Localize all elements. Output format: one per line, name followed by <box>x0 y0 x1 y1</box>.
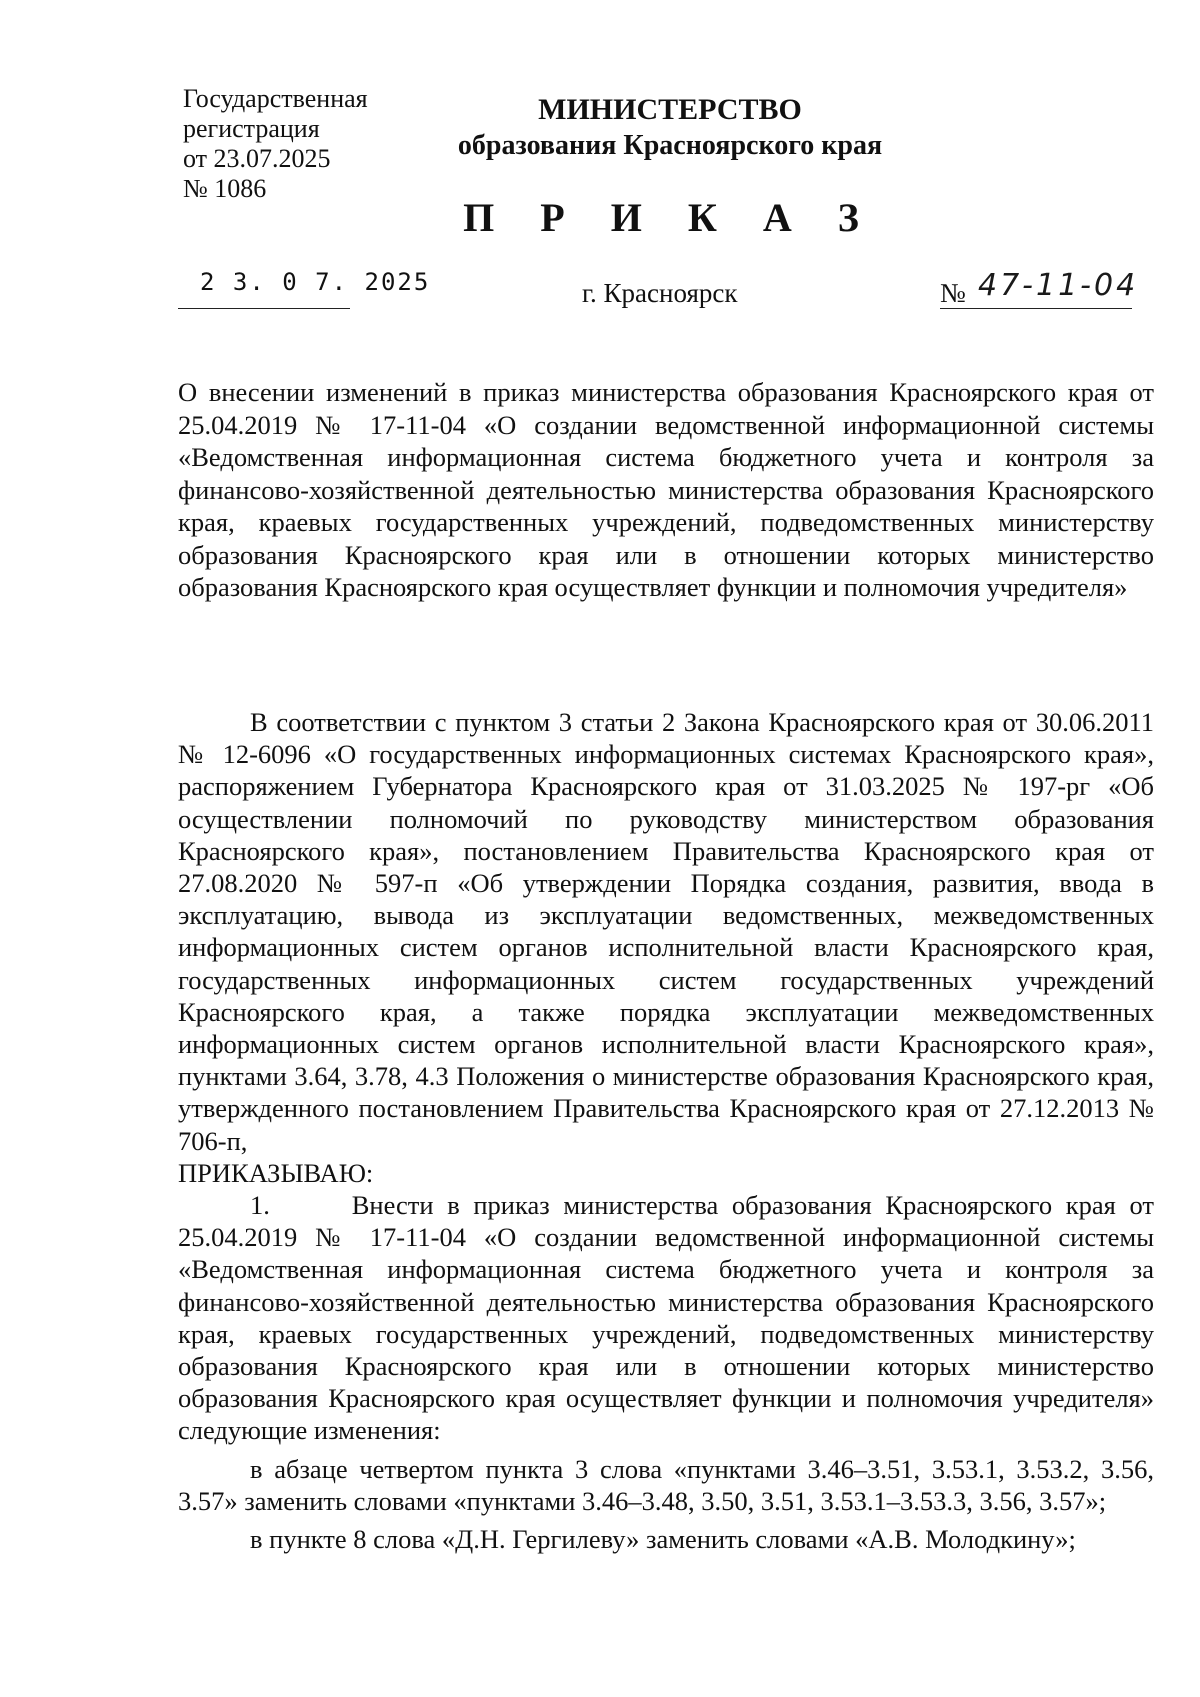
order-date-field <box>178 266 431 309</box>
order-city: г. Красноярск <box>582 278 738 308</box>
order-subject: О внесении изменений в приказ министерства образования Красноярского края от 25.04.2019 № 17-11-04 «О создании ведомственной информационной системы «Ведомственная информационная система бюджетного учета и контроля за финансово-хозяйственной деятельностью министерства образования Красноярского края, краевых государственных учреждений, подведомственных министерству образования Красноярского края или в отношении которых министерство образования Красноярского края осуществляет функции и полномочия учредителя» <box>178 377 1154 602</box>
order-word: ПРИКАЗЫВАЮ: <box>178 1157 374 1188</box>
issuer-block <box>440 92 900 164</box>
ministry-subtitle: образования Красноярского края <box>457 130 883 161</box>
registration-number: № 1086 <box>183 174 267 203</box>
change-paragraph-1: в абзаце четвертом пункта 3 слова «пунктами 3.46–3.51, 3.53.1, 3.53.2, 3.56, 3.57» заменить словами «пунктами 3.46–3.48, 3.50, 3.51, 3.53.1–3.53.3, 3.56, 3.57»; <box>178 1453 1154 1516</box>
order-date: 2 3. 0 7. 2025 <box>200 268 431 296</box>
order-body <box>178 706 1161 1555</box>
registration-line: регистрация <box>183 114 320 143</box>
item-1-paragraph: 1. Внести в приказ министерства образования Красноярского края от 25.04.2019 № 17-11-04 «О создании ведомственной информационной системы «Ведомственная информационная система бюджетного учета и контроля за финансово-хозяйственной деятельностью министерства образования Красноярского края, краевых государственных учреждений, подведомственных министерству образования Красноярского края или в отношении которых министерство образования Красноярского края осуществляет функции и полномочия учредителя» следующие изменения: <box>178 1190 1161 1446</box>
document-type-title: П Р И К А З <box>463 195 877 240</box>
order-number-handwritten: 47-11-04 <box>978 268 1139 303</box>
preamble-paragraph: В соответствии с пунктом 3 статьи 2 Закона Красноярского края от 30.06.2011 № 12-6096 «О государственных информационных системах Красноярского края», распоряжением Губернатора Красноярского края от 31.03.2025 № 197-рг «Об осуществлении полномочий по руководству министерством образования Красноярского края», постановлением Правительства Красноярского края от 27.08.2020 № 597-п «Об утверждении Порядка создания, развития, ввода в эксплуатацию, вывода из эксплуатации ведомственных, межведомственных информационных систем органов исполнительной власти Красноярского края, государственных информационных систем государственных учреждений Красноярского края, а также порядка эксплуатации межведомственных информационных систем органов исполнительной власти Красноярского края», пунктами 3.64, 3.78, 4.3 Положения о министерстве образования Красноярского края, утвержденного постановлением Правительства Красноярского края от 27.12.2013 № 706-п, <box>178 707 1154 1156</box>
ministry-name: МИНИСТЕРСТВО <box>538 93 802 126</box>
order-number-field <box>940 266 1139 309</box>
change-paragraph-2: в пункте 8 слова «Д.Н. Гергилеву» заменить словами «А.В. Молодкину»; <box>250 1524 1076 1555</box>
registration-date: от 23.07.2025 <box>183 144 331 173</box>
registration-stamp <box>183 84 423 204</box>
number-sign: № <box>940 278 966 308</box>
registration-line: Государственная <box>183 84 368 113</box>
